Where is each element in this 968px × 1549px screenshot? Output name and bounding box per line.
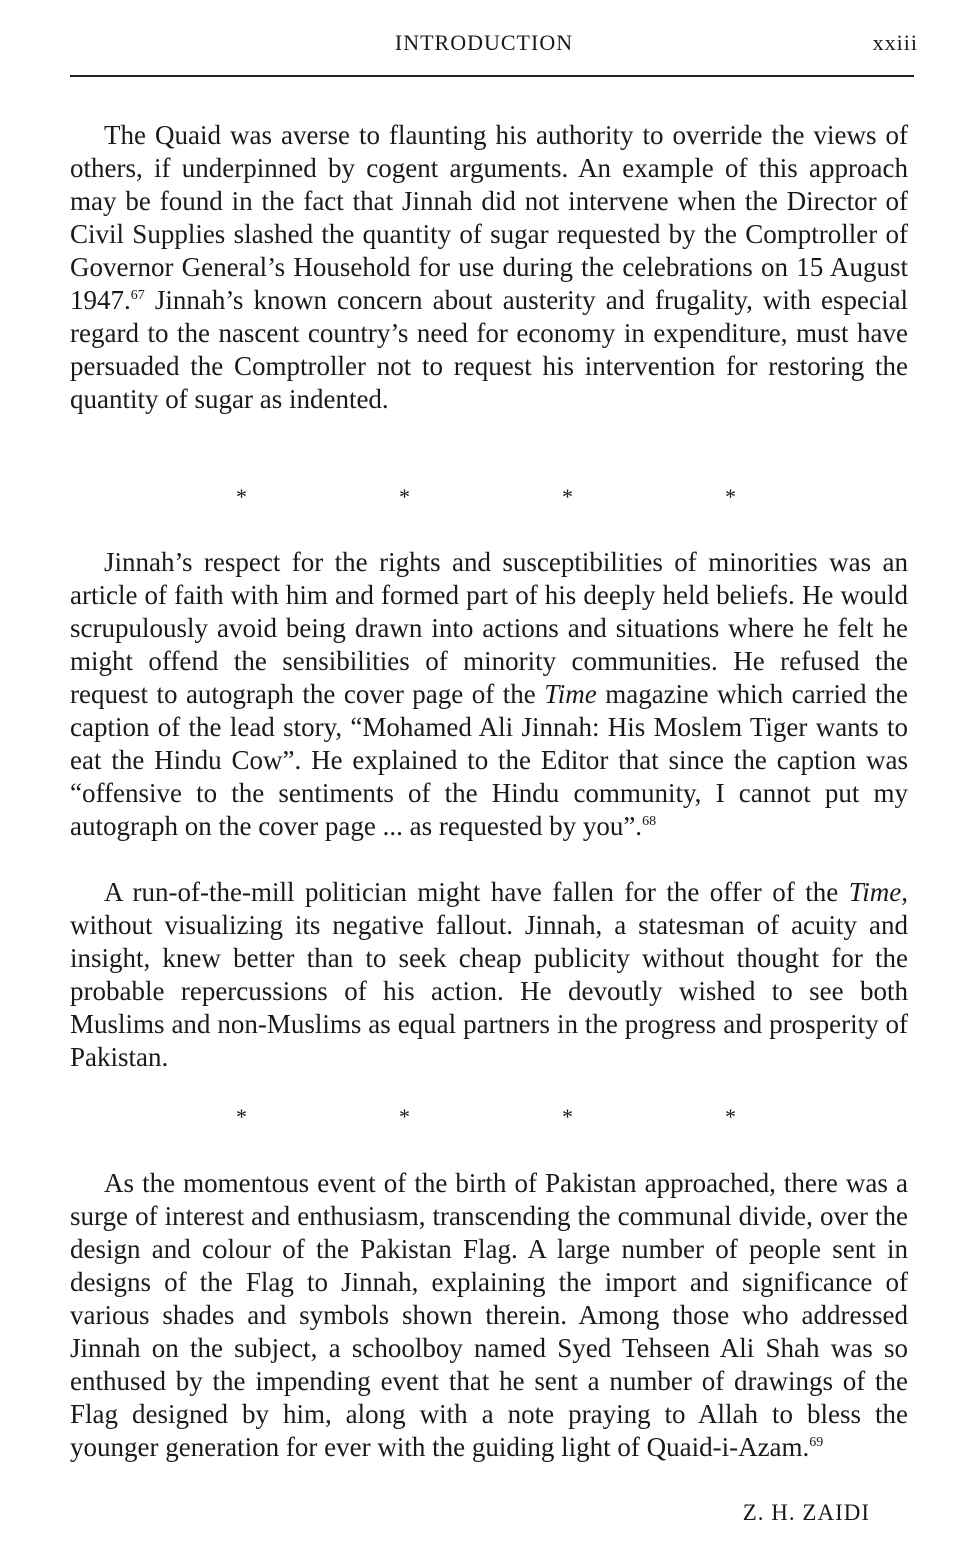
- separator-star: *: [562, 1104, 573, 1129]
- footnote-ref: 67: [130, 288, 145, 303]
- italic-text: Time: [544, 679, 597, 709]
- italic-text: Time,: [848, 877, 908, 907]
- paragraph-text: without visualizing its negative fallout. Jinnah, a statesman of acuity and insight, knew better than to seek cheap publicity without thought for the probable repercussions of his action. He devoutly wished to see both Muslims and non-Muslims as equal partners in the progress and prosperity of Pakistan.: [70, 910, 908, 1072]
- footnote-ref: 69: [809, 1435, 824, 1450]
- paragraph-text: magazine which carried the caption of the lead story, “Mohamed Ali Jinnah: His Moslem Tiger wants to eat the Hindu Cow”. He explained to the Editor that since the caption was “offensive to the sentiments of the Hindu community, I cannot put my autograph on the cover page ... as requested by you”.: [70, 679, 908, 841]
- footnote-ref: 68: [642, 814, 657, 829]
- paragraph-quaid-authority: [70, 119, 908, 416]
- separator-star: *: [399, 484, 410, 509]
- section-separator: [236, 1104, 736, 1130]
- separator-star: *: [236, 484, 247, 509]
- paragraph-text: As the momentous event of the birth of Pakistan approached, there was a surge of interest and enthusiasm, transcending the communal divide, over the design and colour of the Pakistan Flag. A large number of people sent in designs of the Flag to Jinnah, explaining the import and significance of various shades and symbols shown therein. Among those who addressed Jinnah on the subject, a schoolboy named Syed Tehseen Ali Shah was so enthused by the impending event that he sent a number of drawings of the Flag designed by him, along with a note praying to Allah to bless the younger generation for ever with the guiding light of Quaid-i-Azam.: [70, 1168, 908, 1462]
- running-header-title: INTRODUCTION: [394, 30, 574, 55]
- paragraph-text: The Quaid was averse to flaunting his authority to override the views of others, if underpinned by cogent arguments. An example of this approach may be found in the fact that Jinnah did not intervene when the Director of Civil Supplies slashed the quantity of sugar requested by the Comptroller of Governor General’s Household for use during the celebrations on 15 August 1947.: [70, 120, 908, 315]
- paragraph-text: A run-of-the-mill politician might have fallen for the offer of the: [104, 877, 849, 907]
- separator-star: *: [562, 484, 573, 509]
- separator-star: *: [236, 1104, 247, 1129]
- separator-star: *: [725, 484, 736, 509]
- paragraph-minorities: [70, 546, 908, 843]
- page-number: xxiii: [872, 30, 918, 55]
- separator-star: *: [725, 1104, 736, 1129]
- header-rule: [70, 75, 914, 77]
- section-separator: [236, 484, 736, 510]
- paragraph-statesman: [70, 876, 908, 1074]
- separator-star: *: [399, 1104, 410, 1129]
- author-signature: Z. H. ZAIDI: [742, 1500, 870, 1525]
- paragraph-text: Jinnah’s respect for the rights and susceptibilities of minorities was an article of faith with him and formed part of his deeply held beliefs. He would scrupulously avoid being drawn into actions and situations where he felt he might offend the sensibilities of minority communities. He refused the request to autograph the cover page of the: [70, 547, 908, 709]
- paragraph-text: Jinnah’s known concern about austerity and frugality, with especial regard to the nascent country’s need for economy in expenditure, must have persuaded the Comptroller not to request his intervention for restoring the quantity of sugar as indented.: [70, 285, 908, 414]
- paragraph-pakistan-flag: [70, 1167, 908, 1464]
